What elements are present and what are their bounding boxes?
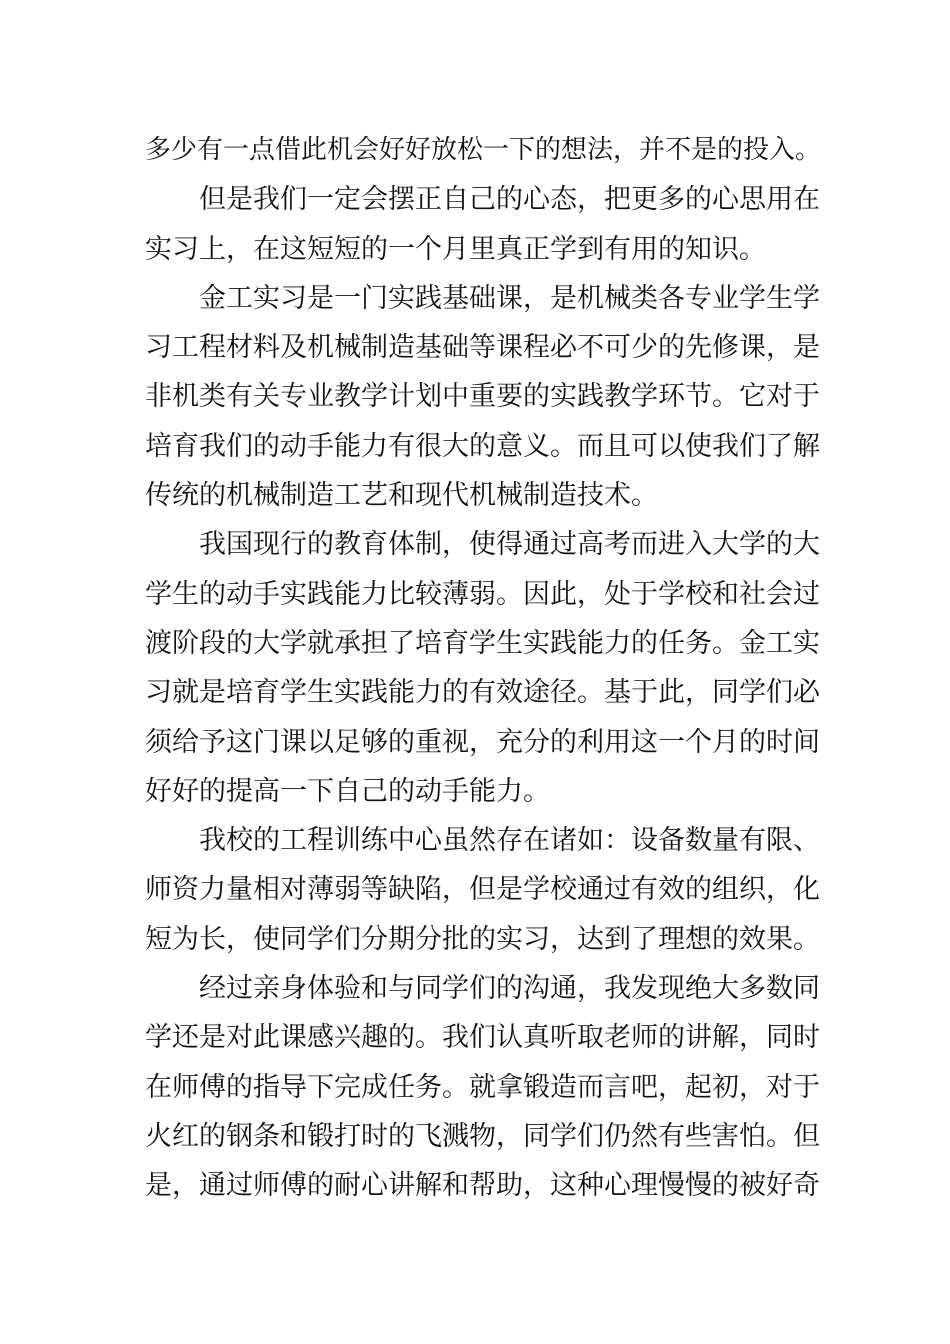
text-line: 我国现行的教育体制，使得通过高考而进入大学的大 — [199, 529, 820, 561]
text-line: 渡阶段的大学就承担了培育学生实践能力的任务。金工实 — [145, 627, 820, 659]
text-line: 好好的提高一下自己的动手能力。 — [145, 775, 550, 807]
text-line: 习就是培育学生实践能力的有效途径。基于此，同学们必 — [145, 677, 820, 709]
text-line: 习工程材料及机械制造基础等课程必不可少的先修课，是 — [145, 332, 820, 364]
text-line: 培育我们的动手能力有很大的意义。而且可以使我们了解 — [145, 430, 820, 462]
text-line: 多少有一点借此机会好好放松一下的想法，并不是的投入。 — [145, 135, 822, 165]
text-line: 须给予这门课以足够的重视，充分的利用这一个月的时间 — [145, 726, 820, 758]
text-line: 实习上，在这短短的一个月里真正学到有用的知识。 — [145, 233, 766, 265]
text-line: 学还是对此课感兴趣的。我们认真听取老师的讲解，同时 — [145, 1022, 820, 1054]
text-line: 在师傅的指导下完成任务。就拿锻造而言吧，起初，对于 — [145, 1071, 820, 1103]
text-line: 经过亲身体验和与同学们的沟通，我发现绝大多数同 — [199, 973, 820, 1005]
text-line: 火红的钢条和锻打时的飞溅物，同学们仍然有些害怕。但 — [145, 1120, 820, 1152]
body-text — [145, 126, 825, 1211]
text-line: 传统的机械制造工艺和现代机械制造技术。 — [145, 480, 658, 512]
text-line: 但是我们一定会摆正自己的心态，把更多的心思用在 — [199, 184, 820, 216]
text-line: 短为长，使同学们分期分批的实习，达到了理想的效果。 — [145, 923, 820, 955]
text-line: 是，通过师傅的耐心讲解和帮助，这种心理慢慢的被好奇 — [145, 1170, 820, 1202]
text-line: 师资力量相对薄弱等缺陷，但是学校通过有效的组织，化 — [145, 874, 820, 906]
text-line: 学生的动手实践能力比较薄弱。因此，处于学校和社会过 — [145, 578, 820, 610]
text-line: 我校的工程训练中心虽然存在诸如：设备数量有限、 — [199, 825, 820, 857]
text-line: 非机类有关专业教学计划中重要的实践教学环节。它对于 — [145, 381, 820, 413]
text-line: 金工实习是一门实践基础课，是机械类各专业学生学 — [199, 282, 820, 314]
